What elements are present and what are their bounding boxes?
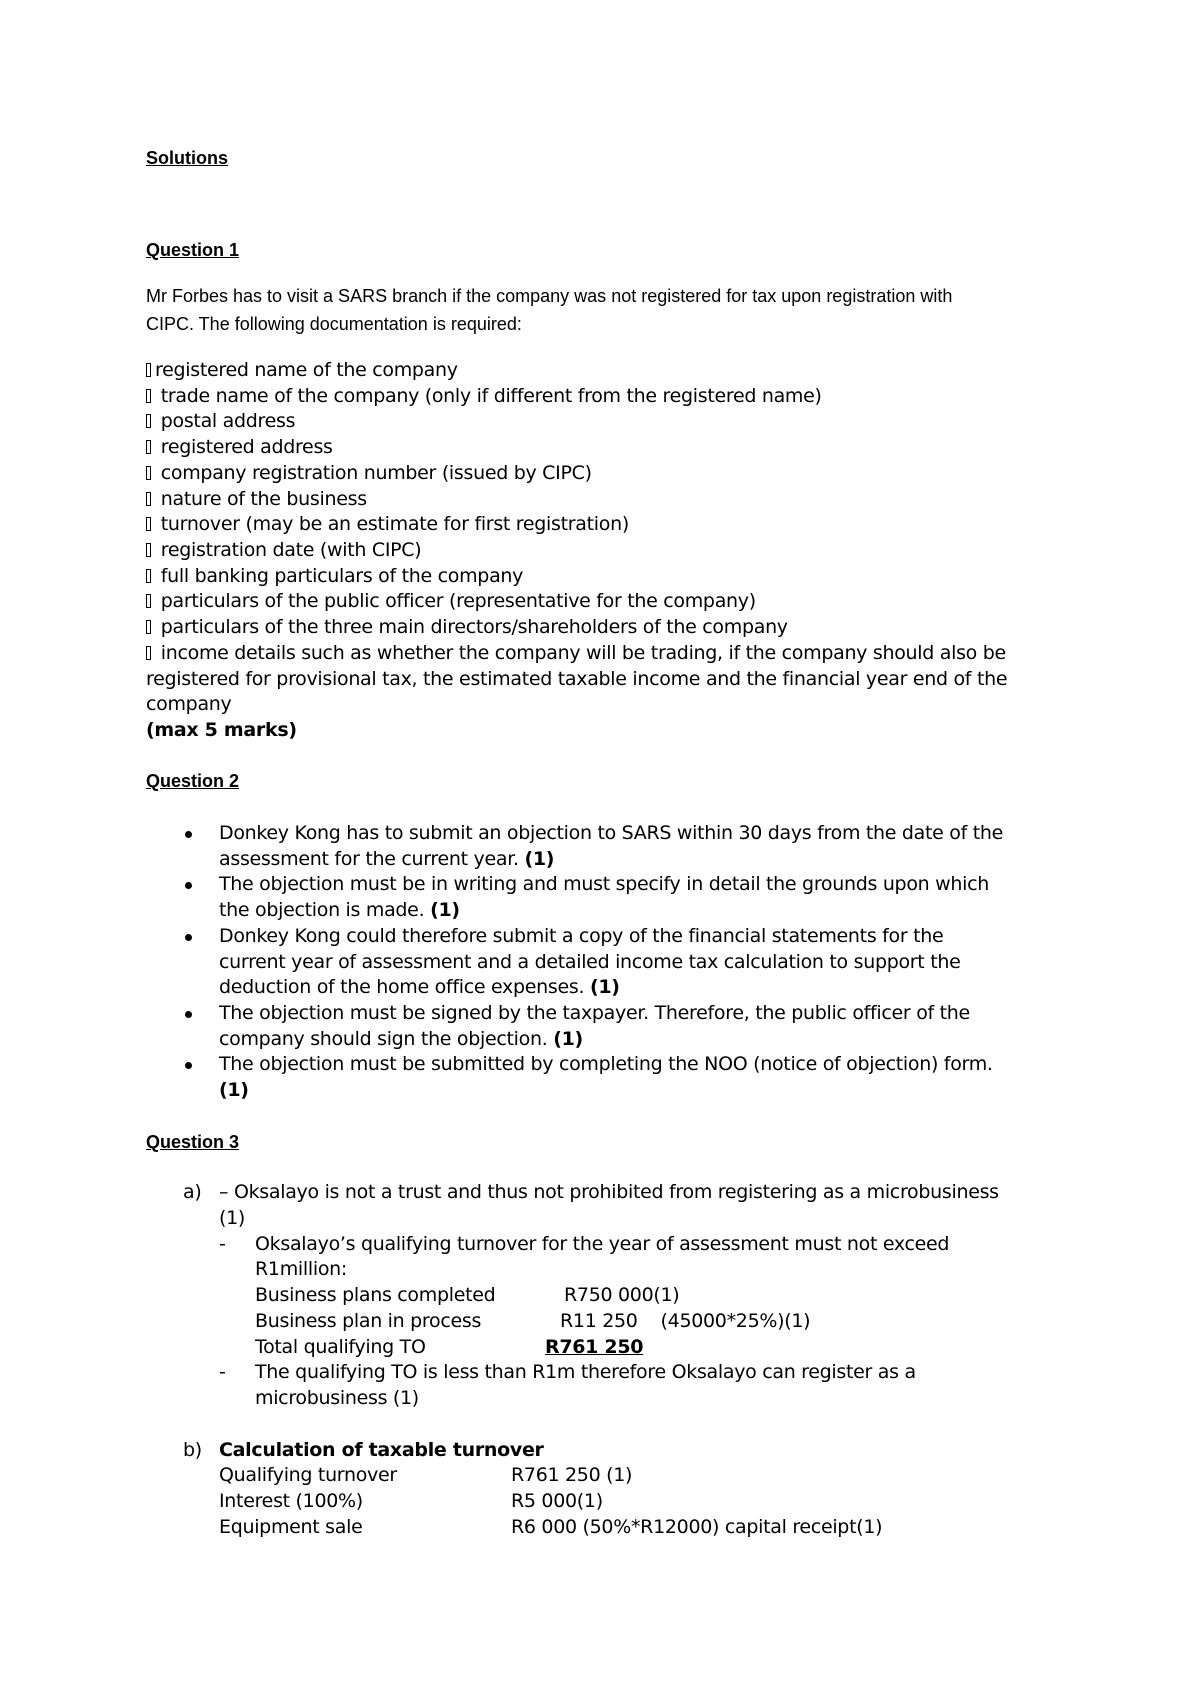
q1-doc-item: trade name of the company (only if different from the registered name) <box>146 385 822 407</box>
symbol-box-icon <box>146 543 151 557</box>
symbol-box-icon <box>146 389 151 403</box>
symbol-box-icon <box>146 440 151 454</box>
q3-row-label: Business plans completed <box>255 1284 496 1306</box>
question-1-heading: Question 1 <box>146 240 240 260</box>
q2-bullet-line: deduction of the home office expenses. (1) <box>219 976 620 998</box>
dash-marker: - <box>219 1361 226 1383</box>
q3-a-sub-line: Oksalayo’s qualifying turnover for the year of assessment must not exceed <box>255 1233 950 1255</box>
q3-a-sub-line: R1million: <box>255 1258 347 1280</box>
bullet-icon <box>185 934 192 941</box>
q1-doc-item: company registration number (issued by CIPC) <box>146 462 592 484</box>
symbol-box-icon <box>146 620 151 634</box>
q3-a-line: – Oksalayo is not a trust and thus not prohibited from registering as a microbusiness <box>219 1181 999 1203</box>
dash-marker: - <box>219 1233 226 1255</box>
q3-b-row-label: Interest (100%) <box>219 1490 363 1512</box>
q3-a-line: (1) <box>219 1207 246 1229</box>
q3-a-sub-line: The qualifying TO is less than R1m therefore Oksalayo can register as a <box>255 1361 916 1383</box>
q1-intro-line-1: Mr Forbes has to visit a SARS branch if the company was not registered for tax upon registration with <box>146 286 953 306</box>
q1-doc-item: income details such as whether the company will be trading, if the company should also be <box>146 642 1006 664</box>
q1-doc-item-continuation: company <box>146 693 232 715</box>
question-2-heading: Question 2 <box>146 771 240 791</box>
q3-a-sub-line: microbusiness (1) <box>255 1387 419 1409</box>
q3-b-row-label: Qualifying turnover <box>219 1464 397 1486</box>
q1-doc-item: registration date (with CIPC) <box>146 539 421 561</box>
symbol-box-icon <box>146 466 151 480</box>
symbol-box-icon <box>146 363 151 377</box>
q3-row-value: R11 250 (45000*25%)(1) <box>560 1310 811 1332</box>
q3-row-value: R750 000(1) <box>564 1284 680 1306</box>
bullet-icon <box>185 1011 192 1018</box>
symbol-box-icon <box>146 594 151 608</box>
bullet-icon <box>185 1062 192 1069</box>
q1-intro-line-2: CIPC. The following documentation is required: <box>146 314 522 334</box>
q3-total-value: R761 250 <box>545 1336 644 1358</box>
symbol-box-icon <box>146 646 151 660</box>
bullet-icon <box>185 831 192 838</box>
q2-bullet-mark: (1) <box>219 1079 249 1101</box>
q2-bullet-line: the objection is made. (1) <box>219 899 460 921</box>
q1-doc-item-continuation: registered for provisional tax, the estimated taxable income and the financial year end of the <box>146 668 1008 690</box>
q3-b-row-label: Equipment sale <box>219 1516 363 1538</box>
q3-row-label: Business plan in process <box>255 1310 482 1332</box>
q3-b-title: Calculation of taxable turnover <box>219 1439 544 1461</box>
q1-doc-item: postal address <box>146 410 295 432</box>
symbol-box-icon <box>146 569 151 583</box>
q2-bullet-line: Donkey Kong could therefore submit a copy of the financial statements for the <box>219 925 944 947</box>
q2-bullet-line: company should sign the objection. (1) <box>219 1028 583 1050</box>
symbol-box-icon <box>146 517 151 531</box>
q3-b-row-value: R5 000(1) <box>511 1490 603 1512</box>
question-3-heading: Question 3 <box>146 1132 240 1152</box>
solutions-heading: Solutions <box>146 148 228 168</box>
q1-marks: (max 5 marks) <box>146 719 297 741</box>
q1-doc-item: registered name of the company <box>146 359 458 381</box>
bullet-icon <box>185 882 192 889</box>
q3-total-label: Total qualifying TO <box>255 1336 426 1358</box>
q3-b-row-value: R761 250 (1) <box>511 1464 633 1486</box>
q3-part-b-label: b) <box>183 1439 202 1461</box>
q1-doc-item: particulars of the public officer (representative for the company) <box>146 590 756 612</box>
q2-bullet-line: The objection must be in writing and must specify in detail the grounds upon which <box>219 873 989 895</box>
symbol-box-icon <box>146 492 151 506</box>
q3-b-row-value: R6 000 (50%*R12000) capital receipt(1) <box>511 1516 883 1538</box>
q1-doc-item: turnover (may be an estimate for first registration) <box>146 513 629 535</box>
q2-bullet-line: assessment for the current year. (1) <box>219 848 555 870</box>
q1-doc-item: full banking particulars of the company <box>146 565 523 587</box>
q1-doc-item: registered address <box>146 436 333 458</box>
symbol-box-icon <box>146 414 151 428</box>
q1-doc-item: particulars of the three main directors/shareholders of the company <box>146 616 788 638</box>
q3-part-a-label: a) <box>183 1181 202 1203</box>
q2-bullet-line: Donkey Kong has to submit an objection to SARS within 30 days from the date of the <box>219 822 1004 844</box>
q2-bullet-line: The objection must be signed by the taxpayer. Therefore, the public officer of the <box>219 1002 970 1024</box>
q2-bullet-line: The objection must be submitted by completing the NOO (notice of objection) form. <box>219 1053 993 1075</box>
q1-doc-item: nature of the business <box>146 488 367 510</box>
q2-bullet-line: current year of assessment and a detailed income tax calculation to support the <box>219 951 961 973</box>
